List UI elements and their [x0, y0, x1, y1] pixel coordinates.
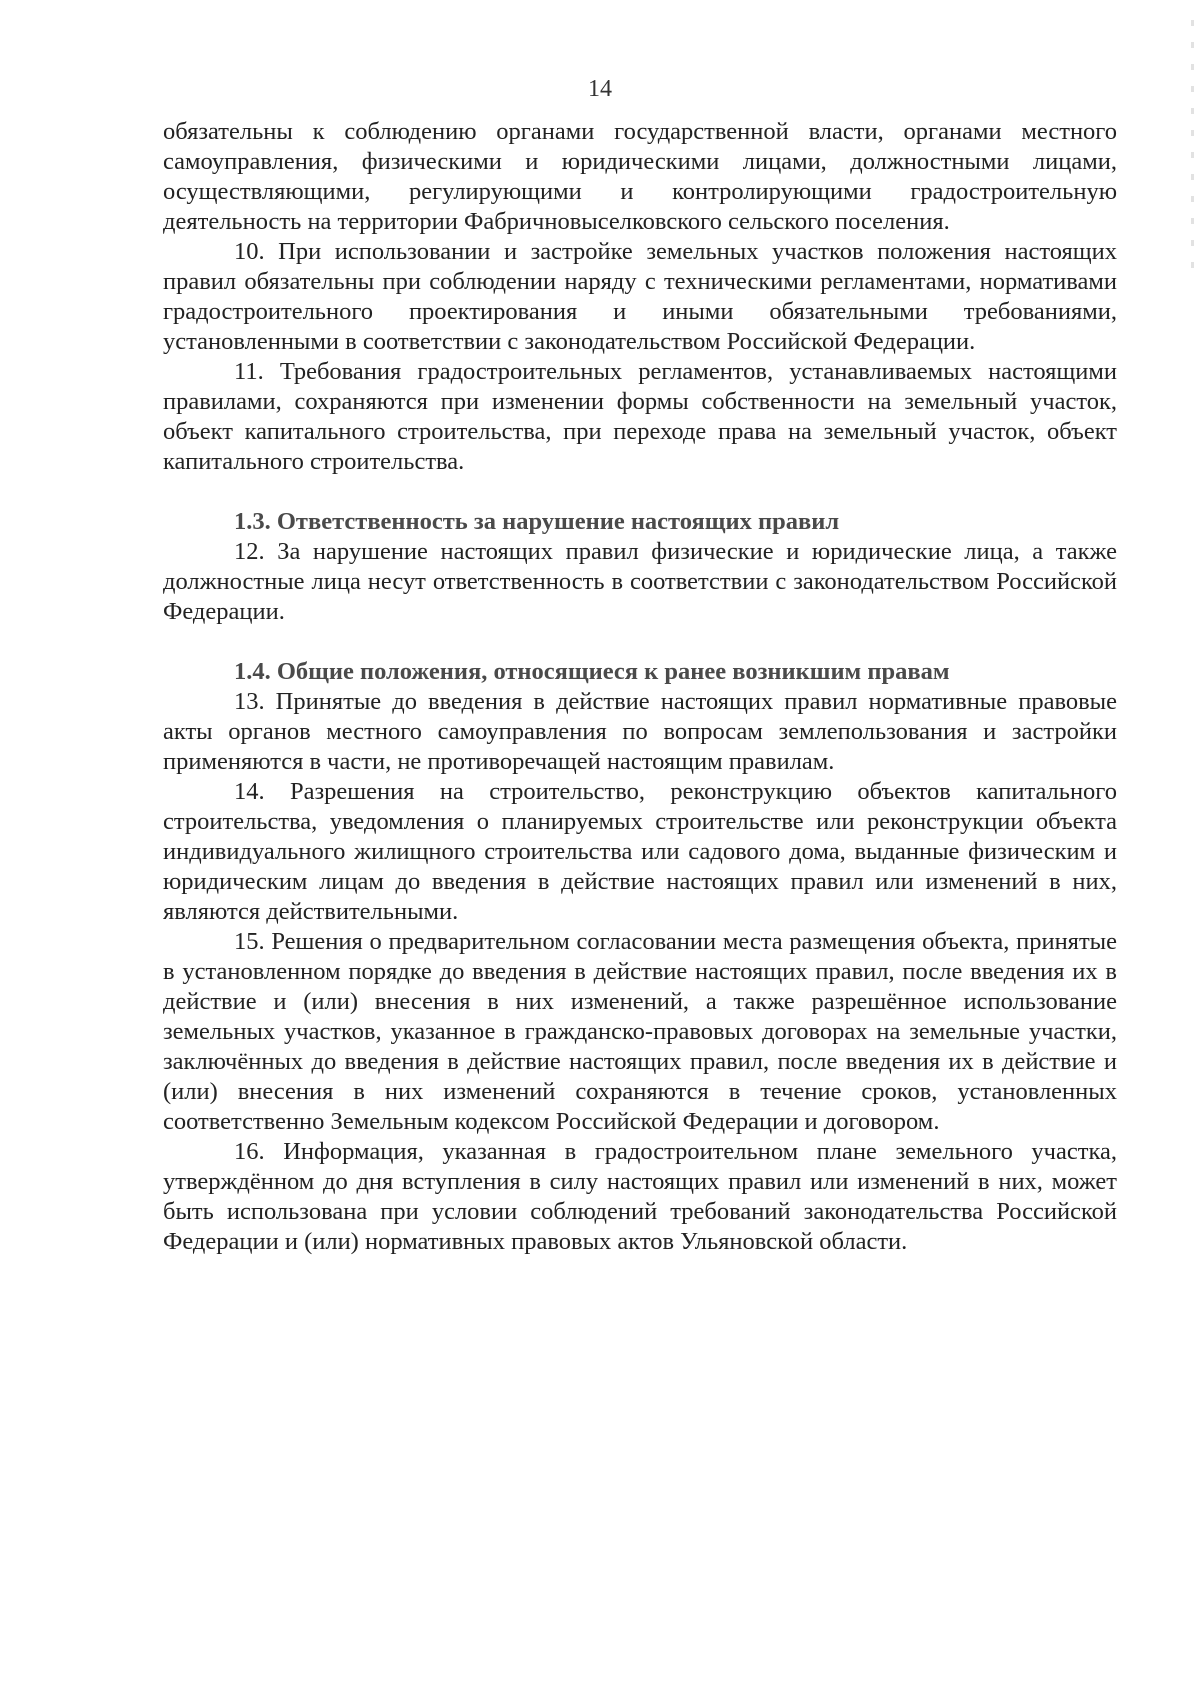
paragraph-12: 12. За нарушение настоящих правил физические и юридические лица, а также должностные лица несут ответственность в соответствии с законодательством Российской Федерации.	[163, 538, 1117, 625]
scan-edge-marks	[1191, 20, 1194, 280]
paragraph-13: 13. Принятые до введения в действие настоящих правил нормативные правовые акты органов местного самоуправления по вопросам землепользования и застройки применяются в части, не противоречащей настоящим правилам.	[163, 688, 1117, 775]
paragraph-continuation: обязательны к соблюдению органами государственной власти, органами местного самоуправления, физическими и юридическими лицами, должностными лицами, осуществляющими, регулирующими и контролирующими градостроительную деятельность на территории Фабричновыселковского сельского поселения.	[163, 118, 1117, 235]
section-spacer	[163, 477, 1117, 507]
paragraph-15: 15. Решения о предварительном согласовании места размещения объекта, принятые в установленном порядке до введения в действие настоящих правил, после введения их в действие и (или) внесения в них изменений, а также разрешённое использование земельных участков, указанное в гражданско-правовых договорах на земельные участки, заключённых до введения в действие настоящих правил, после введения их в действие и (или) внесения в них изменений сохраняются в течение сроков, установленных соответственно Земельным кодексом Российской Федерации и договором.	[163, 928, 1117, 1135]
document-body	[163, 117, 1117, 1257]
paragraph-14: 14. Разрешения на строительство, реконструкцию объектов капитального строительства, уведомления о планируемых строительстве или реконструкции объекта индивидуального жилищного строительства или садового дома, выданные физическим и юридическим лицам до введения в действие настоящих правил или изменений в них, являются действительными.	[163, 778, 1117, 925]
paragraph-10: 10. При использовании и застройке земельных участков положения настоящих правил обязательны при соблюдении наряду с техническими регламентами, нормативами градостроительного проектирования и иными обязательными требованиями, установленными в соответствии с законодательством Российской Федерации.	[163, 238, 1117, 355]
paragraph-11: 11. Требования градостроительных регламентов, устанавливаемых настоящими правилами, сохраняются при изменении формы собственности на земельный участок, объект капитального строительства, при переходе права на земельный участок, объект капитального строительства.	[163, 358, 1117, 475]
page-number: 14	[588, 76, 612, 102]
section-heading-1-3: 1.3. Ответственность за нарушение настоящих правил	[234, 508, 840, 535]
paragraph-16: 16. Информация, указанная в градостроительном плане земельного участка, утверждённом до дня вступления в силу настоящих правил или изменений в них, может быть использована при условии соблюдений требований законодательства Российской Федерации и (или) нормативных правовых актов Ульяновской области.	[163, 1138, 1117, 1255]
section-heading-1-4: 1.4. Общие положения, относящиеся к ранее возникшим правам	[234, 658, 950, 685]
section-spacer	[163, 627, 1117, 657]
